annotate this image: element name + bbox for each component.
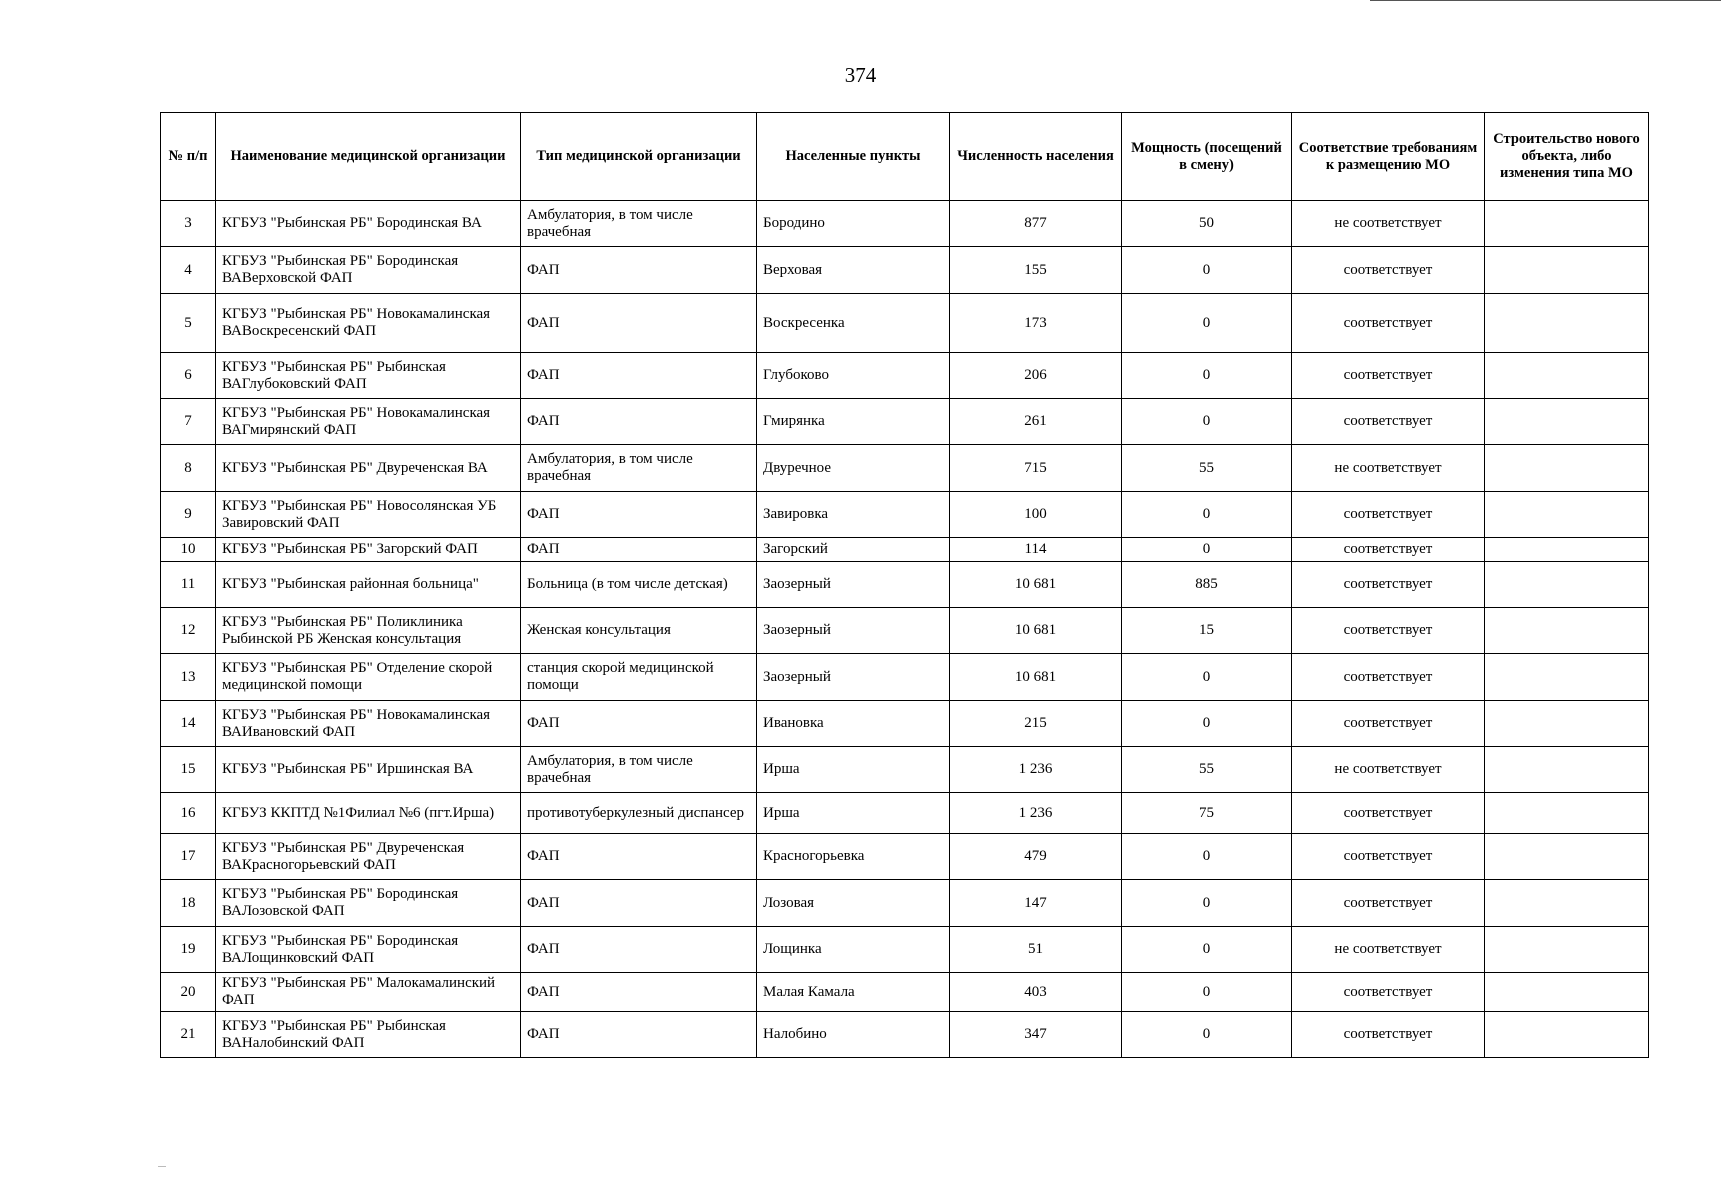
cell-population: 173 bbox=[950, 294, 1122, 353]
cell-population: 51 bbox=[950, 927, 1122, 973]
cell-construction bbox=[1485, 562, 1649, 608]
cell-num: 3 bbox=[161, 201, 216, 247]
cell-capacity: 0 bbox=[1122, 927, 1292, 973]
cell-compliance: соответствует bbox=[1292, 1012, 1485, 1058]
cell-compliance: соответствует bbox=[1292, 793, 1485, 834]
cell-capacity: 0 bbox=[1122, 1012, 1292, 1058]
cell-capacity: 0 bbox=[1122, 973, 1292, 1012]
cell-type: ФАП bbox=[521, 973, 757, 1012]
cell-type: ФАП bbox=[521, 834, 757, 880]
medical-organizations-table bbox=[160, 112, 1649, 1058]
table-row bbox=[161, 353, 1649, 399]
cell-org: КГБУЗ "Рыбинская РБ" Иршинская ВА bbox=[216, 747, 521, 793]
cell-org: КГБУЗ "Рыбинская РБ" Новокамалинская ВАВоскресенский ФАП bbox=[216, 294, 521, 353]
header-org-type: Тип медицинской организации bbox=[521, 113, 757, 201]
cell-construction bbox=[1485, 973, 1649, 1012]
cell-place: Малая Камала bbox=[757, 973, 950, 1012]
cell-type: станция скорой медицинской помощи bbox=[521, 654, 757, 701]
cell-org: КГБУЗ "Рыбинская РБ" Новосолянская УБ Завировский ФАП bbox=[216, 492, 521, 538]
cell-num: 14 bbox=[161, 701, 216, 747]
cell-num: 9 bbox=[161, 492, 216, 538]
table-row bbox=[161, 399, 1649, 445]
cell-num: 12 bbox=[161, 608, 216, 654]
table-row bbox=[161, 747, 1649, 793]
scan-edge-mark bbox=[158, 1166, 166, 1167]
cell-construction bbox=[1485, 445, 1649, 492]
cell-place: Налобино bbox=[757, 1012, 950, 1058]
cell-compliance: не соответствует bbox=[1292, 445, 1485, 492]
header-construction: Строительство нового объекта, либо изменения типа МО bbox=[1485, 113, 1649, 201]
cell-population: 261 bbox=[950, 399, 1122, 445]
cell-num: 16 bbox=[161, 793, 216, 834]
cell-org: КГБУЗ "Рыбинская РБ" Рыбинская ВАНалобинский ФАП bbox=[216, 1012, 521, 1058]
cell-compliance: соответствует bbox=[1292, 538, 1485, 562]
table-row bbox=[161, 834, 1649, 880]
cell-place: Воскресенка bbox=[757, 294, 950, 353]
cell-population: 10 681 bbox=[950, 608, 1122, 654]
cell-compliance: соответствует bbox=[1292, 654, 1485, 701]
cell-type: противотуберкулезный диспансер bbox=[521, 793, 757, 834]
cell-population: 147 bbox=[950, 880, 1122, 927]
cell-org: КГБУЗ "Рыбинская РБ" Поликлиника Рыбинской РБ Женская консультация bbox=[216, 608, 521, 654]
cell-compliance: не соответствует bbox=[1292, 201, 1485, 247]
cell-capacity: 55 bbox=[1122, 445, 1292, 492]
cell-construction bbox=[1485, 747, 1649, 793]
cell-num: 11 bbox=[161, 562, 216, 608]
cell-type: ФАП bbox=[521, 701, 757, 747]
cell-compliance: соответствует bbox=[1292, 834, 1485, 880]
cell-capacity: 55 bbox=[1122, 747, 1292, 793]
cell-compliance: соответствует bbox=[1292, 880, 1485, 927]
cell-type: ФАП bbox=[521, 492, 757, 538]
table-row bbox=[161, 701, 1649, 747]
cell-type: ФАП bbox=[521, 1012, 757, 1058]
cell-construction bbox=[1485, 399, 1649, 445]
cell-num: 20 bbox=[161, 973, 216, 1012]
cell-population: 403 bbox=[950, 973, 1122, 1012]
cell-type: ФАП bbox=[521, 538, 757, 562]
table-row bbox=[161, 973, 1649, 1012]
cell-num: 17 bbox=[161, 834, 216, 880]
table-row bbox=[161, 793, 1649, 834]
cell-population: 1 236 bbox=[950, 747, 1122, 793]
cell-population: 1 236 bbox=[950, 793, 1122, 834]
header-num: № п/п bbox=[161, 113, 216, 201]
cell-org: КГБУЗ "Рыбинская РБ" Рыбинская ВАГлубоковский ФАП bbox=[216, 353, 521, 399]
table-row bbox=[161, 927, 1649, 973]
cell-population: 206 bbox=[950, 353, 1122, 399]
table-row bbox=[161, 608, 1649, 654]
cell-compliance: не соответствует bbox=[1292, 747, 1485, 793]
cell-place: Гмирянка bbox=[757, 399, 950, 445]
cell-type: Амбулатория, в том числе врачебная bbox=[521, 747, 757, 793]
table-row bbox=[161, 492, 1649, 538]
cell-capacity: 0 bbox=[1122, 880, 1292, 927]
cell-org: КГБУЗ ККПТД №1Филиал №6 (пгт.Ирша) bbox=[216, 793, 521, 834]
header-org-name: Наименование медицинской организации bbox=[216, 113, 521, 201]
table-row bbox=[161, 445, 1649, 492]
cell-place: Глубоково bbox=[757, 353, 950, 399]
cell-compliance: соответствует bbox=[1292, 608, 1485, 654]
cell-org: КГБУЗ "Рыбинская РБ" Новокамалинская ВАГмирянский ФАП bbox=[216, 399, 521, 445]
cell-construction bbox=[1485, 654, 1649, 701]
top-scan-rule bbox=[1370, 0, 1721, 1]
page-number: 374 bbox=[844, 63, 877, 87]
cell-capacity: 0 bbox=[1122, 247, 1292, 294]
cell-org: КГБУЗ "Рыбинская РБ" Бородинская ВАЛощинковский ФАП bbox=[216, 927, 521, 973]
table-header-row bbox=[161, 113, 1649, 201]
cell-population: 877 bbox=[950, 201, 1122, 247]
cell-num: 21 bbox=[161, 1012, 216, 1058]
table-row bbox=[161, 538, 1649, 562]
cell-compliance: соответствует bbox=[1292, 973, 1485, 1012]
cell-capacity: 0 bbox=[1122, 492, 1292, 538]
cell-construction bbox=[1485, 834, 1649, 880]
cell-construction bbox=[1485, 538, 1649, 562]
cell-population: 347 bbox=[950, 1012, 1122, 1058]
cell-capacity: 75 bbox=[1122, 793, 1292, 834]
cell-type: ФАП bbox=[521, 353, 757, 399]
cell-construction bbox=[1485, 793, 1649, 834]
cell-capacity: 0 bbox=[1122, 538, 1292, 562]
cell-type: ФАП bbox=[521, 927, 757, 973]
cell-capacity: 0 bbox=[1122, 701, 1292, 747]
cell-compliance: соответствует bbox=[1292, 294, 1485, 353]
cell-place: Заозерный bbox=[757, 608, 950, 654]
cell-place: Ивановка bbox=[757, 701, 950, 747]
cell-population: 114 bbox=[950, 538, 1122, 562]
cell-construction bbox=[1485, 608, 1649, 654]
cell-construction bbox=[1485, 353, 1649, 399]
table-row bbox=[161, 654, 1649, 701]
cell-num: 19 bbox=[161, 927, 216, 973]
cell-compliance: соответствует bbox=[1292, 399, 1485, 445]
cell-place: Ирша bbox=[757, 793, 950, 834]
cell-place: Двуречное bbox=[757, 445, 950, 492]
table-row bbox=[161, 294, 1649, 353]
cell-type: Амбулатория, в том числе врачебная bbox=[521, 201, 757, 247]
cell-place: Лощинка bbox=[757, 927, 950, 973]
cell-type: Амбулатория, в том числе врачебная bbox=[521, 445, 757, 492]
cell-construction bbox=[1485, 880, 1649, 927]
cell-population: 715 bbox=[950, 445, 1122, 492]
cell-place: Красногорьевка bbox=[757, 834, 950, 880]
cell-construction bbox=[1485, 927, 1649, 973]
cell-capacity: 0 bbox=[1122, 353, 1292, 399]
cell-org: КГБУЗ "Рыбинская РБ" Новокамалинская ВАИвановский ФАП bbox=[216, 701, 521, 747]
cell-place: Ирша bbox=[757, 747, 950, 793]
cell-org: КГБУЗ "Рыбинская районная больница" bbox=[216, 562, 521, 608]
cell-org: КГБУЗ "Рыбинская РБ" Бородинская ВАВерховской ФАП bbox=[216, 247, 521, 294]
cell-construction bbox=[1485, 247, 1649, 294]
cell-num: 5 bbox=[161, 294, 216, 353]
cell-compliance: не соответствует bbox=[1292, 927, 1485, 973]
cell-org: КГБУЗ "Рыбинская РБ" Двуреченская ВА bbox=[216, 445, 521, 492]
header-population: Численность населения bbox=[950, 113, 1122, 201]
cell-org: КГБУЗ "Рыбинская РБ" Отделение скорой медицинской помощи bbox=[216, 654, 521, 701]
cell-org: КГБУЗ "Рыбинская РБ" Двуреченская ВАКрасногорьевский ФАП bbox=[216, 834, 521, 880]
table-row bbox=[161, 880, 1649, 927]
header-settlements: Населенные пункты bbox=[757, 113, 950, 201]
cell-construction bbox=[1485, 492, 1649, 538]
header-compliance: Соответствие требованиям к размещению МО bbox=[1292, 113, 1485, 201]
cell-type: ФАП bbox=[521, 399, 757, 445]
cell-compliance: соответствует bbox=[1292, 247, 1485, 294]
cell-type: Больница (в том числе детская) bbox=[521, 562, 757, 608]
table-row bbox=[161, 201, 1649, 247]
cell-org: КГБУЗ "Рыбинская РБ" Бородинская ВАЛозовской ФАП bbox=[216, 880, 521, 927]
cell-num: 13 bbox=[161, 654, 216, 701]
cell-capacity: 15 bbox=[1122, 608, 1292, 654]
cell-place: Заозерный bbox=[757, 562, 950, 608]
table-row bbox=[161, 562, 1649, 608]
cell-compliance: соответствует bbox=[1292, 701, 1485, 747]
cell-num: 4 bbox=[161, 247, 216, 294]
cell-place: Бородино bbox=[757, 201, 950, 247]
cell-population: 155 bbox=[950, 247, 1122, 294]
cell-population: 10 681 bbox=[950, 562, 1122, 608]
cell-capacity: 0 bbox=[1122, 399, 1292, 445]
cell-type: ФАП bbox=[521, 247, 757, 294]
cell-capacity: 0 bbox=[1122, 294, 1292, 353]
table-row bbox=[161, 1012, 1649, 1058]
cell-compliance: соответствует bbox=[1292, 353, 1485, 399]
cell-org: КГБУЗ "Рыбинская РБ" Бородинская ВА bbox=[216, 201, 521, 247]
cell-capacity: 50 bbox=[1122, 201, 1292, 247]
cell-num: 7 bbox=[161, 399, 216, 445]
cell-construction bbox=[1485, 294, 1649, 353]
cell-place: Верховая bbox=[757, 247, 950, 294]
cell-construction bbox=[1485, 1012, 1649, 1058]
cell-type: ФАП bbox=[521, 294, 757, 353]
cell-capacity: 0 bbox=[1122, 654, 1292, 701]
cell-num: 6 bbox=[161, 353, 216, 399]
header-capacity: Мощность (посещений в смену) bbox=[1122, 113, 1292, 201]
cell-place: Заозерный bbox=[757, 654, 950, 701]
cell-type: Женская консультация bbox=[521, 608, 757, 654]
cell-type: ФАП bbox=[521, 880, 757, 927]
cell-num: 8 bbox=[161, 445, 216, 492]
cell-place: Завировка bbox=[757, 492, 950, 538]
cell-population: 10 681 bbox=[950, 654, 1122, 701]
table-row bbox=[161, 247, 1649, 294]
cell-population: 479 bbox=[950, 834, 1122, 880]
cell-population: 215 bbox=[950, 701, 1122, 747]
cell-place: Загорский bbox=[757, 538, 950, 562]
cell-population: 100 bbox=[950, 492, 1122, 538]
cell-construction bbox=[1485, 701, 1649, 747]
cell-place: Лозовая bbox=[757, 880, 950, 927]
cell-org: КГБУЗ "Рыбинская РБ" Малокамалинский ФАП bbox=[216, 973, 521, 1012]
cell-compliance: соответствует bbox=[1292, 492, 1485, 538]
cell-org: КГБУЗ "Рыбинская РБ" Загорский ФАП bbox=[216, 538, 521, 562]
cell-construction bbox=[1485, 201, 1649, 247]
cell-num: 15 bbox=[161, 747, 216, 793]
cell-num: 18 bbox=[161, 880, 216, 927]
cell-compliance: соответствует bbox=[1292, 562, 1485, 608]
cell-num: 10 bbox=[161, 538, 216, 562]
cell-capacity: 0 bbox=[1122, 834, 1292, 880]
cell-capacity: 885 bbox=[1122, 562, 1292, 608]
